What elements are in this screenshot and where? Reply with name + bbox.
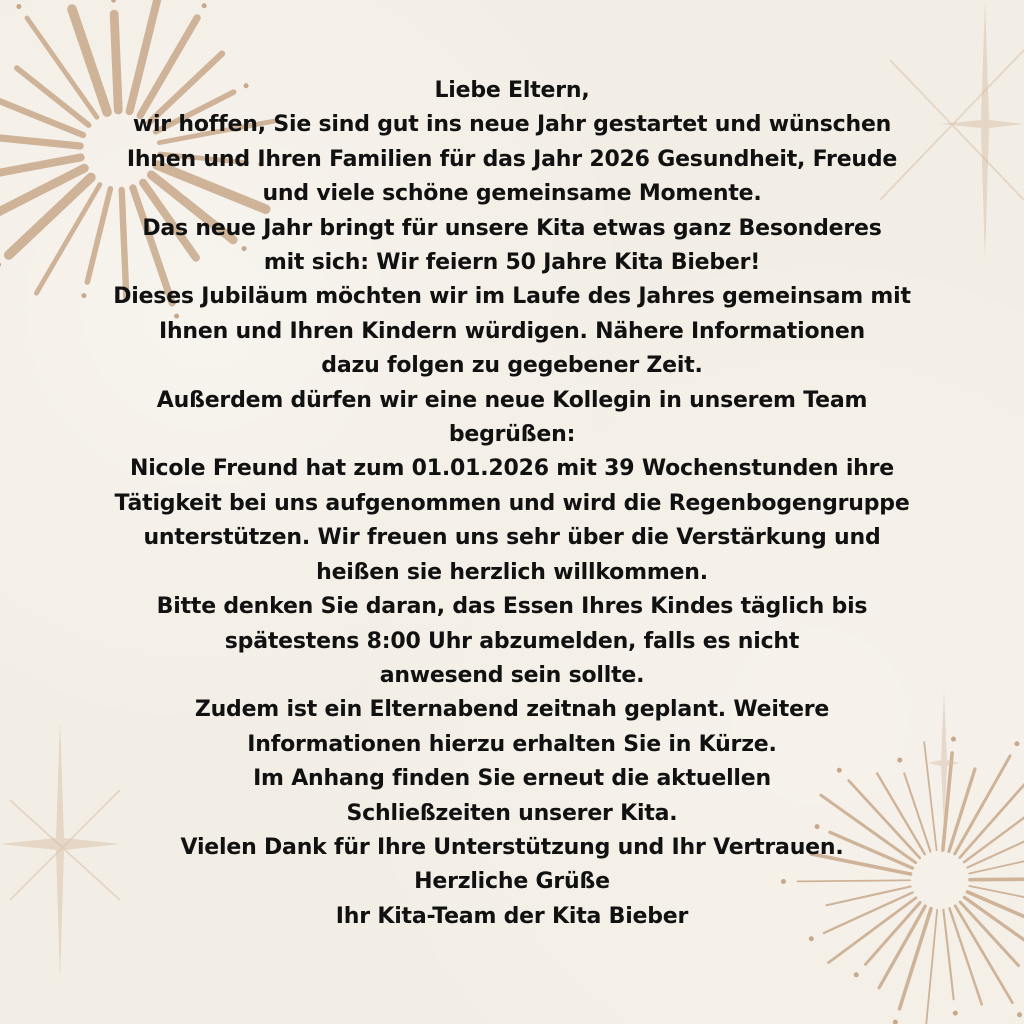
letter-line: Herzliche Grüße	[414, 869, 610, 895]
letter-line: Zudem ist ein Elternabend zeitnah geplant. Weitere	[194, 697, 830, 723]
letter-line: Außerdem dürfen wir eine neue Kollegin in unserem Team	[156, 387, 868, 413]
letter-line: spätestens 8:00 Uhr abzumelden, falls es nicht	[224, 628, 800, 654]
letter-line: Dieses Jubiläum möchten wir im Laufe des Jahres gemeinsam mit	[113, 284, 911, 310]
letter-line: und viele schöne gemeinsame Momente.	[262, 181, 762, 207]
letter-line: wir hoffen, Sie sind gut ins neue Jahr gestartet und wünschen	[132, 112, 892, 138]
letter-line: Ihr Kita-Team der Kita Bieber	[335, 903, 689, 929]
letter-line: Bitte denken Sie daran, das Essen Ihres Kindes täglich bis	[156, 594, 868, 620]
letter-line: mit sich: Wir feiern 50 Jahre Kita Bieber!	[263, 250, 761, 276]
letter-line: Das neue Jahr bringt für unsere Kita etwas ganz Besonderes	[142, 215, 882, 241]
letter-line: unterstützen. Wir freuen uns sehr über die Verstärkung und	[143, 525, 881, 551]
letter-line: begrüßen:	[448, 422, 576, 448]
letter-greeting: Liebe Eltern,	[434, 78, 590, 103]
letter-line: Nicole Freund hat zum 01.01.2026 mit 39 Wochenstunden ihre	[129, 456, 895, 482]
letter-line: Schließzeiten unserer Kita.	[346, 800, 678, 826]
letter-line: Ihnen und Ihren Kindern würdigen. Nähere Informationen	[158, 318, 866, 344]
letter-line: Informationen hierzu erhalten Sie in Kürze.	[247, 731, 777, 757]
letter-line: heißen sie herzlich willkommen.	[316, 559, 708, 585]
letter-line: anwesend sein sollte.	[379, 662, 645, 688]
letter-line: Im Anhang finden Sie erneut die aktuellen	[253, 766, 771, 792]
letter-line: Ihnen und Ihren Familien für das Jahr 2026 Gesundheit, Freude	[126, 146, 898, 172]
letter-line: Tätigkeit bei uns aufgenommen und wird die Regenbogengruppe	[114, 490, 910, 516]
letter-line: Vielen Dank für Ihre Unterstützung und Ihr Vertrauen.	[180, 834, 844, 860]
letter-line: dazu folgen zu gegebener Zeit.	[321, 353, 703, 379]
letter-body	[40, 74, 984, 934]
